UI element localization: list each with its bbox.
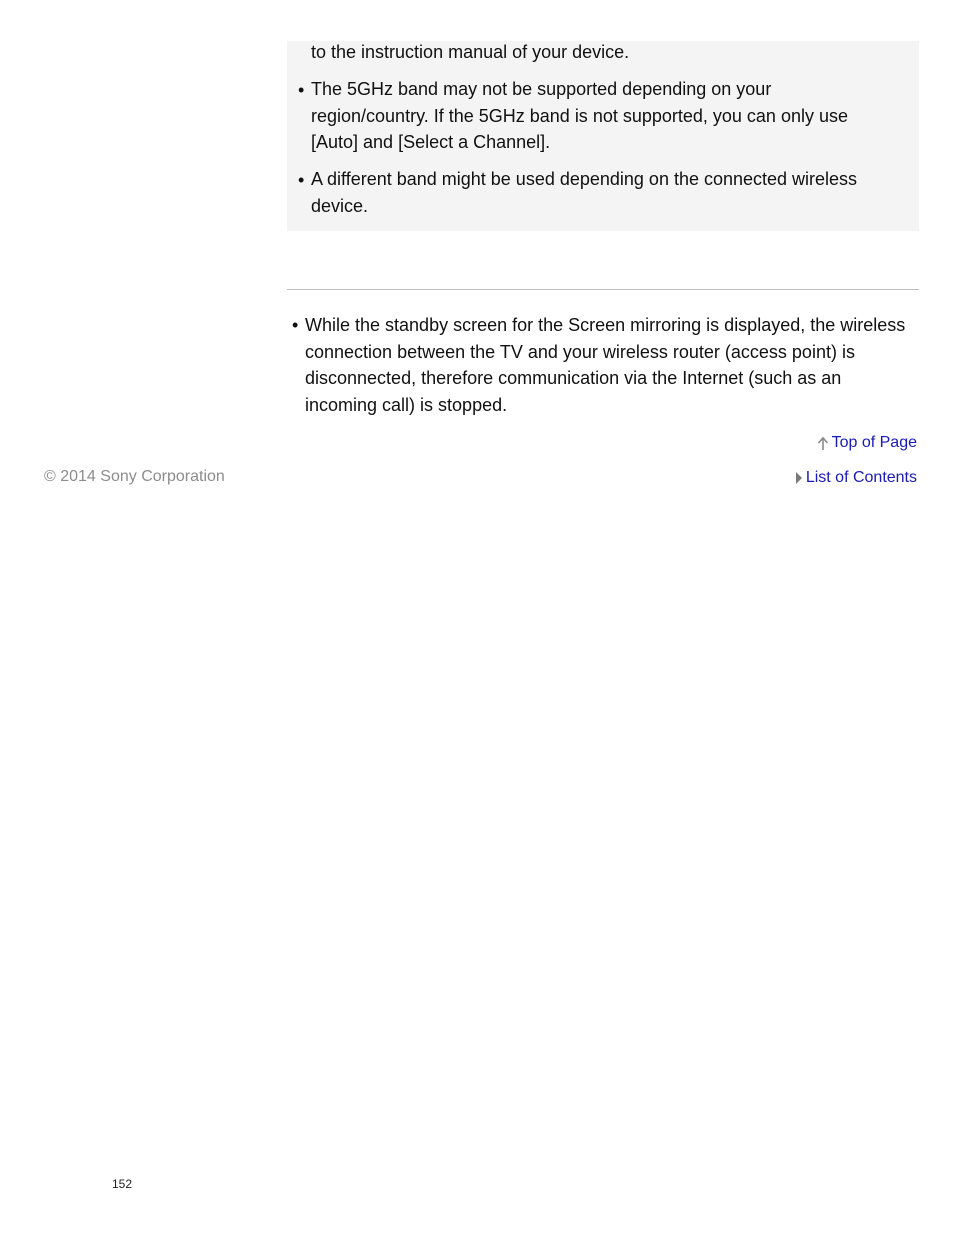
note-continuation-text: to the instruction manual of your device. [311, 42, 630, 62]
bullet-mark: • [292, 315, 299, 335]
top-of-page-link[interactable]: Top of Page [831, 434, 917, 451]
list-of-contents-link[interactable]: List of Contents [805, 469, 917, 486]
section-divider [287, 289, 919, 290]
copyright-text: © 2014 Sony Corporation [44, 468, 225, 485]
arrow-up-icon [817, 435, 829, 451]
bullet-mark: • [298, 80, 305, 100]
note-item-band: A different band might be used depending on the connected wireless device. [311, 169, 858, 216]
bullet-mark: • [298, 170, 305, 190]
main-item-standby: While the standby screen for the Screen mirroring is displayed, the wireless connection between the TV and your wireless router (access point) is disconnected, therefore communication via the Internet (such as an incoming call) is stopped. [305, 315, 906, 415]
top-of-page-link-row[interactable] [817, 434, 917, 452]
note-item-5ghz: The 5GHz band may not be supported depending on your region/country. If the 5GHz band is not supported, you can only use [Auto] and [Select a Channel]. [311, 79, 848, 152]
page-number: 152 [112, 1177, 133, 1191]
triangle-right-icon [795, 471, 803, 485]
list-of-contents-link-row[interactable] [795, 469, 917, 487]
